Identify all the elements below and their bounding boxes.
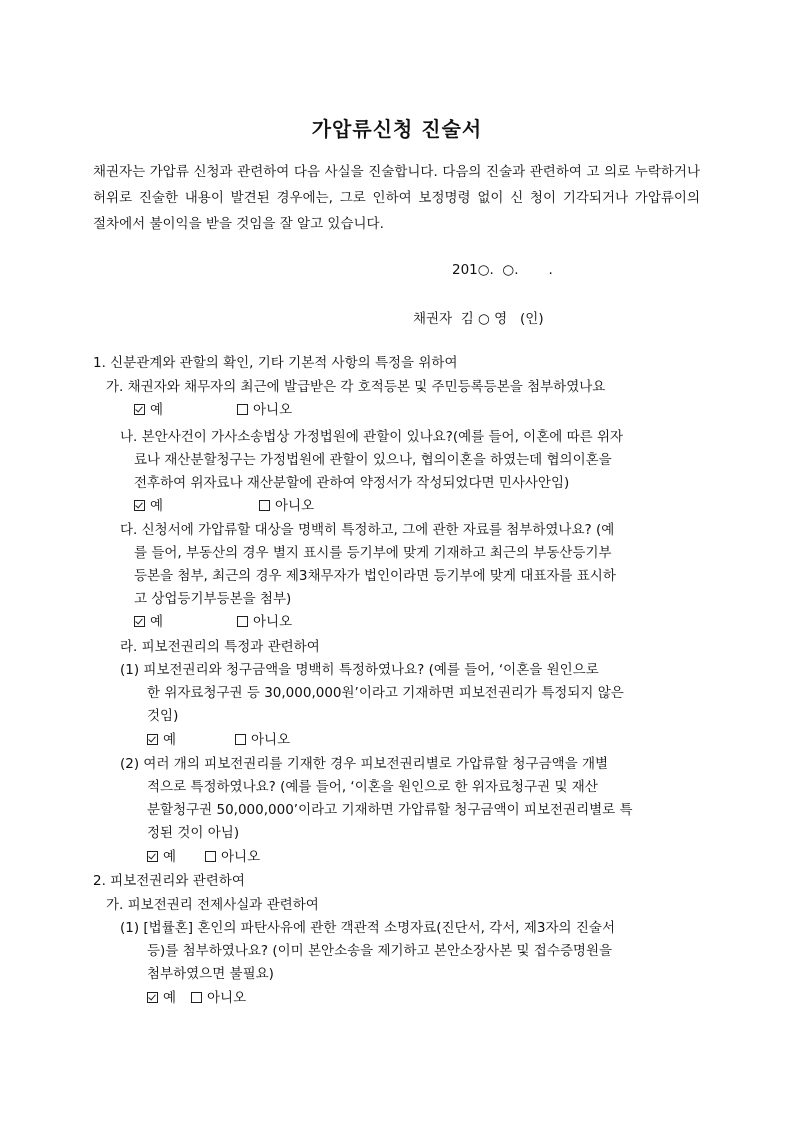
item-1-ra-1-line: 것임) — [147, 708, 179, 724]
yes-label: 예 — [150, 614, 164, 630]
yes-label: 예 — [150, 498, 164, 514]
item-1-ra-2-line: 정된 것이 아님) — [147, 825, 240, 841]
answer-row-1-ra-2 — [147, 846, 260, 868]
answer-row-1-na — [134, 495, 314, 517]
yes-label: 예 — [163, 990, 177, 1006]
yes-checkbox[interactable] — [147, 992, 158, 1003]
no-checkbox[interactable] — [237, 616, 248, 627]
no-checkbox[interactable] — [205, 851, 216, 862]
item-1-ra-2-line: 분할청구권 50,000,000’이라고 기재하면 가압류할 청구금액이 피보전권리별로 특 — [147, 802, 633, 818]
answer-row-1-da — [134, 611, 292, 633]
intro-line: 의로 누락하거나 허위로 진술한 내용이 발견된 경우에는, 그로 인하여 보정명령 없이 신 — [93, 164, 701, 206]
no-label: 아니오 — [221, 849, 261, 865]
yes-checkbox[interactable] — [134, 616, 145, 627]
item-1-na-line: 전후하여 위자료나 재산분할에 관하여 약정서가 작성되었다면 민사사안임) — [134, 475, 570, 491]
yes-label: 예 — [163, 732, 177, 748]
signature-line: 채권자 김 ○ 영 (인) — [413, 311, 544, 327]
no-label: 아니오 — [253, 402, 293, 418]
item-1-da-line: 고 상업등기부등본을 첨부) — [134, 591, 292, 607]
item-1-ga: 가. 채권자와 채무자의 최근에 발급받은 각 호적등본 및 주민등록등본을 첨부하였나요 — [106, 379, 606, 395]
item-1-ra-1-line: 한 위자료청구권 등 30,000,000원’이라고 기재하면 피보전권리가 특정되지 않은 — [147, 685, 624, 701]
yes-checkbox[interactable] — [134, 500, 145, 511]
yes-checkbox[interactable] — [147, 851, 158, 862]
section-2-heading: 2. 피보전권리와 관련하여 — [93, 873, 245, 889]
yes-label: 예 — [163, 849, 177, 865]
section-1-heading: 1. 신분관계와 관할의 확인, 기타 기본적 사항의 특정을 위하여 — [93, 355, 458, 371]
item-1-na-line: 료나 재산분할청구는 가정법원에 관할이 있으나, 협의이혼을 하였는데 협의이혼을 — [134, 452, 612, 468]
answer-row-1-ga — [134, 399, 292, 421]
no-label: 아니오 — [251, 732, 291, 748]
item-2-ga-1-line: (1) [법률혼] 혼인의 파탄사유에 관한 객관적 소명자료(진단서, 각서, 제3자의 진술서 — [120, 920, 615, 936]
item-1-ra-2-line: 적으로 특정하였나요? (예를 들어, ‘이혼을 원인으로 한 위자료청구권 및 재산 — [147, 779, 598, 795]
item-1-da-line: 다. 신청서에 가압류할 대상을 명백히 특정하고, 그에 관한 자료를 첨부하였나요? (예 — [120, 522, 615, 538]
yes-checkbox[interactable] — [147, 734, 158, 745]
item-1-ra-2-line: (2) 여러 개의 피보전권리를 기재한 경우 피보전권리별로 가압류할 청구금액을 개별 — [120, 756, 609, 772]
item-2-ga: 가. 피보전권리 전제사실과 관련하여 — [106, 897, 319, 913]
no-label: 아니오 — [253, 614, 293, 630]
answer-row-2-ga-1 — [147, 987, 246, 1009]
no-checkbox[interactable] — [235, 734, 246, 745]
no-label: 아니오 — [207, 990, 247, 1006]
item-1-da-line: 를 들어, 부동산의 경우 별지 표시를 등기부에 맞게 기재하고 최근의 부동산등기부 — [134, 545, 612, 561]
no-checkbox[interactable] — [191, 992, 202, 1003]
item-1-na-line: 나. 본안사건이 가사소송법상 가정법원에 관할이 있나요?(예를 들어, 이혼에 따른 위자 — [120, 429, 624, 445]
intro-paragraph — [93, 159, 700, 237]
yes-label: 예 — [150, 402, 164, 418]
item-2-ga-1-line: 등)를 첨부하였나요? (이미 본안소송을 제기하고 본안소장사본 및 접수증명원을 — [147, 943, 613, 959]
page-title: 가압류신청 진술서 — [311, 117, 483, 141]
intro-line: 채권자는 가압류 신청과 관련하여 다음 사실을 진술합니다. 다음의 진술과 관련하여 고 — [93, 164, 600, 180]
no-checkbox[interactable] — [259, 500, 270, 511]
date-line: 201○. ○. . — [452, 262, 553, 278]
no-checkbox[interactable] — [237, 404, 248, 415]
item-1-ra: 라. 피보전권리의 특정과 관련하여 — [120, 639, 320, 655]
intro-line: 청이 기각되거나 가압류이의 절차에서 불이익을 받을 것임을 잘 알고 있습니다. — [93, 190, 701, 232]
item-2-ga-1-line: 첨부하였으면 불필요) — [147, 966, 274, 982]
item-1-da-line: 등본을 첨부, 최근의 경우 제3채무자가 법인이라면 등기부에 맞게 대표자를 표시하 — [134, 568, 616, 584]
no-label: 아니오 — [275, 498, 315, 514]
yes-checkbox[interactable] — [134, 404, 145, 415]
answer-row-1-ra-1 — [147, 729, 290, 751]
item-1-ra-1-line: (1) 피보전권리와 청구금액을 명백히 특정하였나요? (예를 들어, ‘이혼을 원인으로 — [120, 662, 599, 678]
